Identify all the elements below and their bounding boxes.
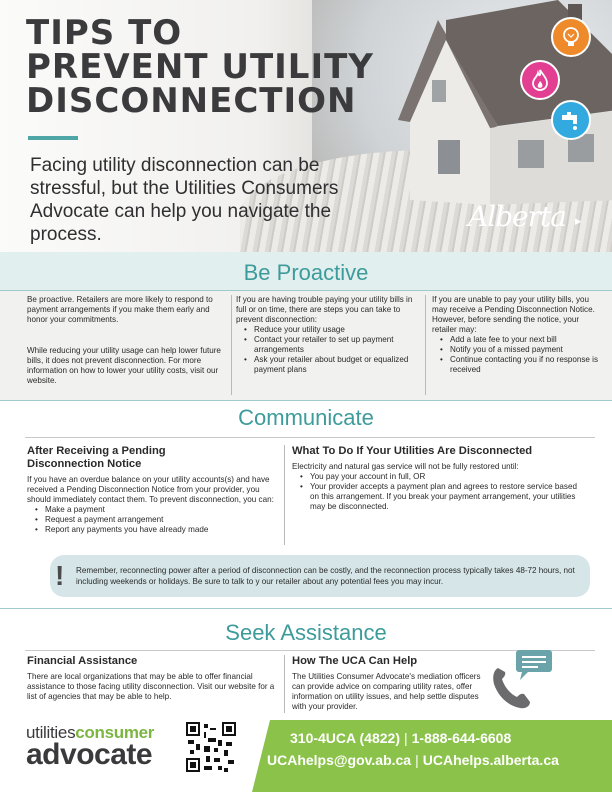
list-item: • You pay your account in full, OR	[292, 472, 582, 482]
assistance-right-body	[292, 672, 482, 712]
exclamation-icon: !	[55, 560, 65, 591]
hero-banner	[0, 0, 612, 252]
communicate-title: Communicate	[238, 405, 374, 430]
proactive-col3-intro: If you are unable to pay your utility bills, you may receive a Pending Disconnection Notice. However, before sending the notice, your retailer may:	[432, 295, 595, 334]
assistance-right-heading: How The UCA Can Help	[292, 655, 418, 667]
list-item: • Report any payments you have already made	[27, 525, 277, 535]
list-item: • Contact your retailer to set up payment arrangements	[236, 335, 416, 355]
intro-text: Facing utility disconnection can be stressful, but the Utilities Consumers Advocate can help you navigate the process.	[30, 155, 339, 245]
section-divider	[0, 400, 612, 401]
proactive-col2-list	[236, 325, 416, 375]
communicate-divider	[25, 437, 595, 438]
list-item: • Ask your retailer about budget or equalized payment plans	[236, 355, 416, 375]
email-link[interactable]: UCAhelps@gov.ab.ca	[267, 752, 412, 768]
qr-code	[186, 722, 236, 772]
proactive-col2-intro: If you are having trouble paying your utility bills in full or on time, there are steps you can take to prevent disconnection:	[236, 295, 413, 324]
assistance-left-body	[27, 672, 277, 702]
proactive-title: Be Proactive	[243, 260, 369, 285]
proactive-col1-para2: While reducing your utility usage can help lower future bills, it does not prevent disconnection. For more information on how to lower your utility costs, visit our website.	[27, 346, 221, 385]
website-link[interactable]: UCAhelps.alberta.ca	[422, 752, 559, 768]
proactive-col1-para1: Be proactive. Retailers are more likely to respond to payment arrangements if you make them early and honor your commitments.	[27, 295, 213, 324]
page-title	[26, 13, 374, 121]
list-item: • Notify you of a missed payment	[432, 345, 602, 355]
contact-phones	[290, 730, 511, 746]
list-item: • Request a payment arrangement	[27, 515, 277, 525]
proactive-column-1	[27, 295, 227, 386]
flame-icon	[520, 60, 560, 100]
assistance-left-heading: Financial Assistance	[27, 655, 138, 667]
logo-word-consumer: consumer	[75, 723, 155, 742]
proactive-column-3	[432, 295, 602, 375]
column-divider	[284, 445, 285, 545]
phone-toll-free-link[interactable]: 1-888-644-6608	[411, 730, 512, 746]
list-item: • Reduce your utility usage	[236, 325, 416, 335]
separator: |	[415, 752, 419, 768]
alberta-logo-mark: ▸	[575, 213, 582, 228]
communicate-left-heading: After Receiving a Pending Disconnection Notice	[27, 445, 166, 470]
logo-word-utilities: utilities	[26, 723, 76, 742]
list-item: • Your provider accepts a payment plan and agrees to restore service based on this arrangement. If you break your payment arrangement, your utilities may be disconnected.	[292, 482, 582, 512]
column-divider	[231, 295, 232, 395]
communicate-right-list	[292, 472, 582, 512]
phone-chat-icon	[490, 648, 560, 710]
column-divider	[284, 655, 285, 713]
title-underline	[28, 136, 78, 140]
assistance-right-text: The Utilities Consumer Advocate's mediation officers can provide advice on comparing utility rates, offer information on utility issues, and help settle disputes with your provider.	[292, 672, 481, 711]
assistance-title: Seek Assistance	[225, 620, 387, 645]
communicate-right-heading: What To Do If Your Utilities Are Disconnected	[292, 445, 533, 457]
proactive-divider	[0, 290, 612, 291]
list-item: • Continue contacting you if no response is received	[432, 355, 602, 375]
separator: |	[403, 730, 408, 746]
communicate-left-list	[27, 505, 277, 535]
lightbulb-icon	[551, 17, 591, 57]
water-tap-icon	[551, 100, 591, 140]
communicate-left-body	[27, 475, 277, 535]
proactive-column-2	[236, 295, 416, 375]
title-line: PREVENT UTILITY	[26, 47, 374, 87]
title-line: TIPS TO	[26, 13, 183, 53]
phone-short-link[interactable]: 310-4UCA (4822)	[290, 730, 400, 746]
column-divider	[425, 295, 426, 395]
proactive-col3-list	[432, 335, 602, 375]
uca-logo-bottom: advocate	[26, 738, 153, 771]
communicate-right-body	[292, 462, 582, 512]
list-item: • Add a late fee to your next bill	[432, 335, 602, 345]
section-divider	[0, 608, 612, 609]
communicate-left-text: If you have an overdue balance on your utility accounts(s) and have received a Pending Disconnection Notice from your provider, you should immediately contact them. To prevent disconnection, you can:	[27, 475, 274, 504]
assistance-left-text: There are local organizations that may be able to offer financial assistance to those facing utility disconnection. Visit our website for a list of agencies that may be able to help.	[27, 672, 275, 701]
reminder-text: Remember, reconnecting power after a period of disconnection can be costly, and the reconnection process typically takes 48-72 hours, not including weekends or holidays. Be sure to talk to y our retailer about any potential fees you may incur.	[76, 566, 575, 586]
alberta-logo: Alberta	[468, 200, 566, 233]
contact-online	[267, 752, 559, 768]
list-item: • Make a payment	[27, 505, 277, 515]
communicate-right-text: Electricity and natural gas service will not be fully restored until:	[292, 462, 519, 471]
title-line: DISCONNECTION	[26, 81, 357, 121]
